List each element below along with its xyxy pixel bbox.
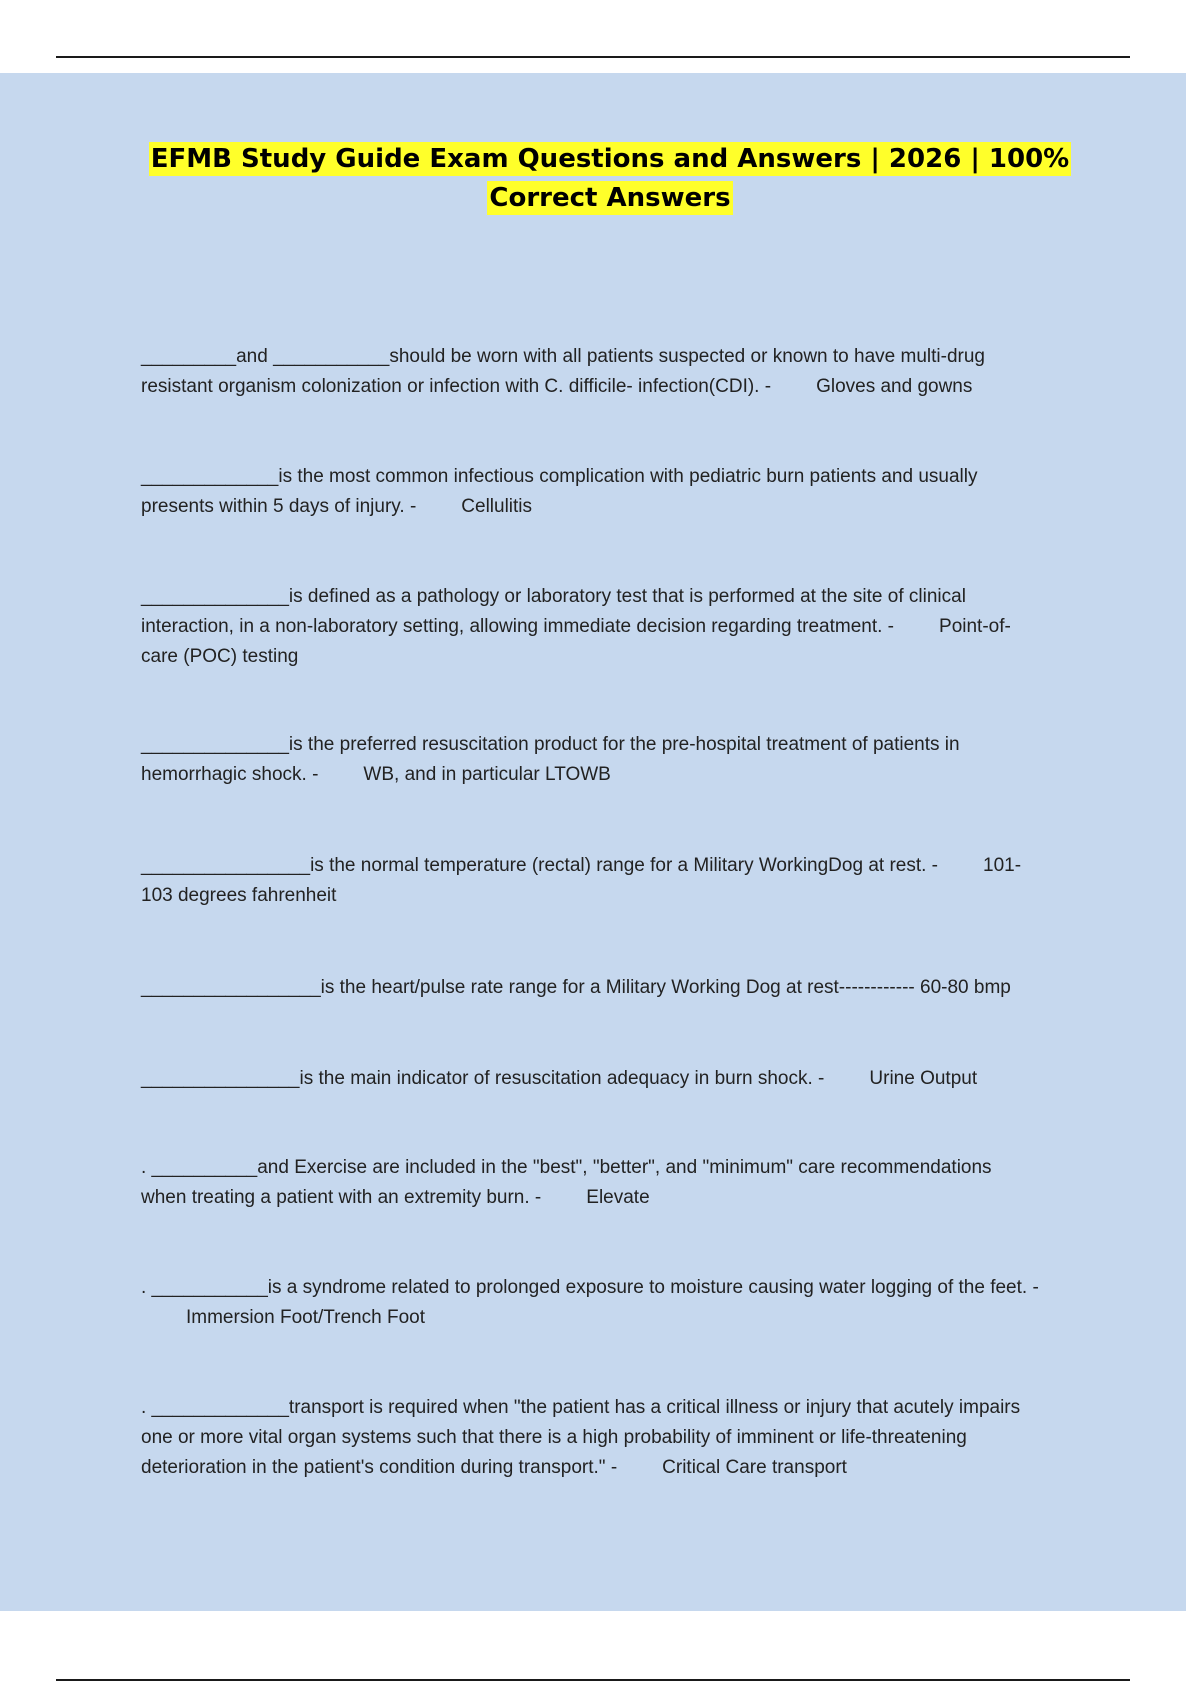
top-rule xyxy=(56,56,1130,58)
qa-item xyxy=(141,582,1041,672)
question-text: . _____________transport is required when "the patient has a critical illness or injury that acutely impairs one or more vital organ systems such that there is a high probability of imminent or life-threatening deterioration in the patient's condition during transport." - xyxy=(141,1397,1026,1478)
blue-content-sheet xyxy=(0,73,1186,1611)
document-title xyxy=(60,140,1160,218)
qa-item xyxy=(141,851,1041,911)
title-line-2: Correct Answers xyxy=(489,183,731,213)
answer-text: Immersion Foot/Trench Foot xyxy=(186,1307,425,1328)
question-text: ______________is defined as a pathology or laboratory test that is performed at the site of clinical interaction, in a non-laboratory setting, allowing immediate decision regarding treatment. - xyxy=(141,586,972,637)
answer-text: Point-of-care (POC) testing xyxy=(141,616,1011,667)
answer-text: Gloves and gowns xyxy=(816,376,973,397)
qa-item xyxy=(141,462,1041,522)
question-text: ______________is the preferred resuscitation product for the pre-hospital treatment of patients in hemorrhagic shock. - xyxy=(141,734,965,785)
bottom-rule xyxy=(56,1679,1130,1681)
question-text: _______________is the main indicator of resuscitation adequacy in burn shock. - xyxy=(141,1068,825,1089)
answer-text: Cellulitis xyxy=(461,496,533,517)
question-text: . ___________is a syndrome related to prolonged exposure to moisture causing water logging of the feet. - xyxy=(141,1277,1039,1298)
answer-text: 101-103 degrees fahrenheit xyxy=(141,855,1022,906)
title-line-1: EFMB Study Guide Exam Questions and Answers | 2026 | 100% xyxy=(150,144,1070,174)
question-text: _____________is the most common infectious complication with pediatric burn patients and usually presents within 5 days of injury. - xyxy=(141,466,983,517)
answer-text: WB, and in particular LTOWB xyxy=(363,764,611,785)
qa-item xyxy=(141,1153,1041,1213)
qa-item xyxy=(141,1064,1041,1094)
answer-text: Urine Output xyxy=(869,1068,978,1089)
qa-item xyxy=(141,342,1041,402)
question-text: . __________and Exercise are included in the "best", "better", and "minimum" care recommendations when treating a patient with an extremity burn. - xyxy=(141,1157,997,1208)
answer-text: 60-80 bmp xyxy=(920,977,1011,998)
answer-text: Critical Care transport xyxy=(662,1457,847,1478)
question-text: ________________is the normal temperature (rectal) range for a Military WorkingDog at rest. - xyxy=(141,855,938,876)
answer-text: Elevate xyxy=(586,1187,650,1208)
question-text: _________and ___________should be worn with all patients suspected or known to have multi-drug resistant organism colonization or infection with C. difficile- infection(CDI). - xyxy=(141,346,991,397)
qa-item xyxy=(141,973,1041,1003)
question-text: _________________is the heart/pulse rate range for a Military Working Dog at rest------------ xyxy=(141,977,915,998)
qa-item xyxy=(141,730,1041,790)
qa-item xyxy=(141,1393,1041,1483)
qa-item xyxy=(141,1273,1041,1333)
